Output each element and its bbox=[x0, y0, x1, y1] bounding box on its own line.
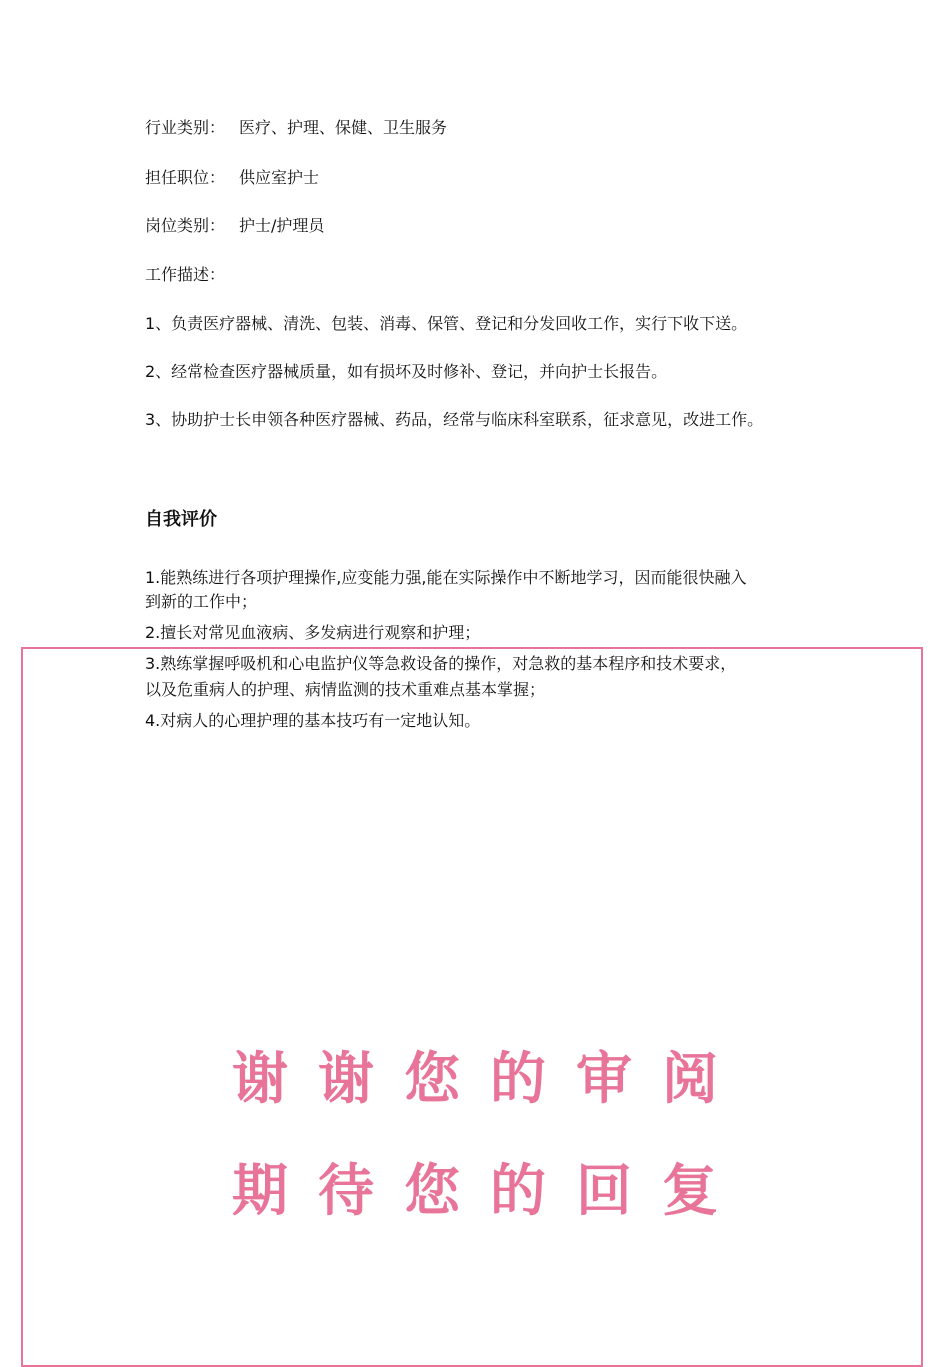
closing-reply: 期待您的回复 bbox=[232, 1159, 748, 1224]
decorative-pink-frame bbox=[21, 647, 923, 1367]
evaluation-item: 1.能熟练进行各项护理操作,应变能力强,能在实际操作中不断地学习，因而能很快融入 bbox=[145, 568, 747, 587]
industry-row bbox=[145, 116, 447, 140]
evaluation-item: 4.对病人的心理护理的基本技巧有一定地认知。 bbox=[145, 711, 481, 730]
position-row bbox=[145, 166, 319, 190]
category-row bbox=[145, 214, 324, 238]
evaluation-item: 3.熟练掌握呼吸机和心电监护仪等急救设备的操作，对急救的基本程序和技术要求， bbox=[145, 654, 737, 673]
duty-item: 1、负责医疗器械、清洗、包装、消毒、保管、登记和分发回收工作，实行下收下送。 bbox=[145, 314, 748, 333]
evaluation-item-continued: 以及危重病人的护理、病情监测的技术重难点基本掌握； bbox=[145, 680, 546, 699]
self-evaluation-title: 自我评价 bbox=[145, 509, 217, 530]
duty-item: 3、协助护士长申领各种医疗器械、药品，经常与临床科室联系，征求意见，改进工作。 bbox=[145, 410, 764, 429]
description-label: 工作描述： bbox=[145, 265, 226, 284]
category-value: 护士/护理员 bbox=[239, 216, 325, 235]
position-value: 供应室护士 bbox=[239, 168, 320, 187]
closing-thanks: 谢谢您的审阅 bbox=[232, 1047, 748, 1112]
evaluation-item-continued: 到新的工作中； bbox=[145, 592, 258, 611]
position-label: 担任职位： bbox=[145, 168, 226, 187]
duty-item: 2、经常检查医疗器械质量，如有损坏及时修补、登记，并向护士长报告。 bbox=[145, 362, 668, 381]
evaluation-item: 2.擅长对常见血液病、多发病进行观察和护理； bbox=[145, 623, 481, 642]
industry-value: 医疗、护理、保健、卫生服务 bbox=[239, 118, 448, 137]
industry-label: 行业类别： bbox=[145, 118, 226, 137]
category-label: 岗位类别： bbox=[145, 216, 226, 235]
